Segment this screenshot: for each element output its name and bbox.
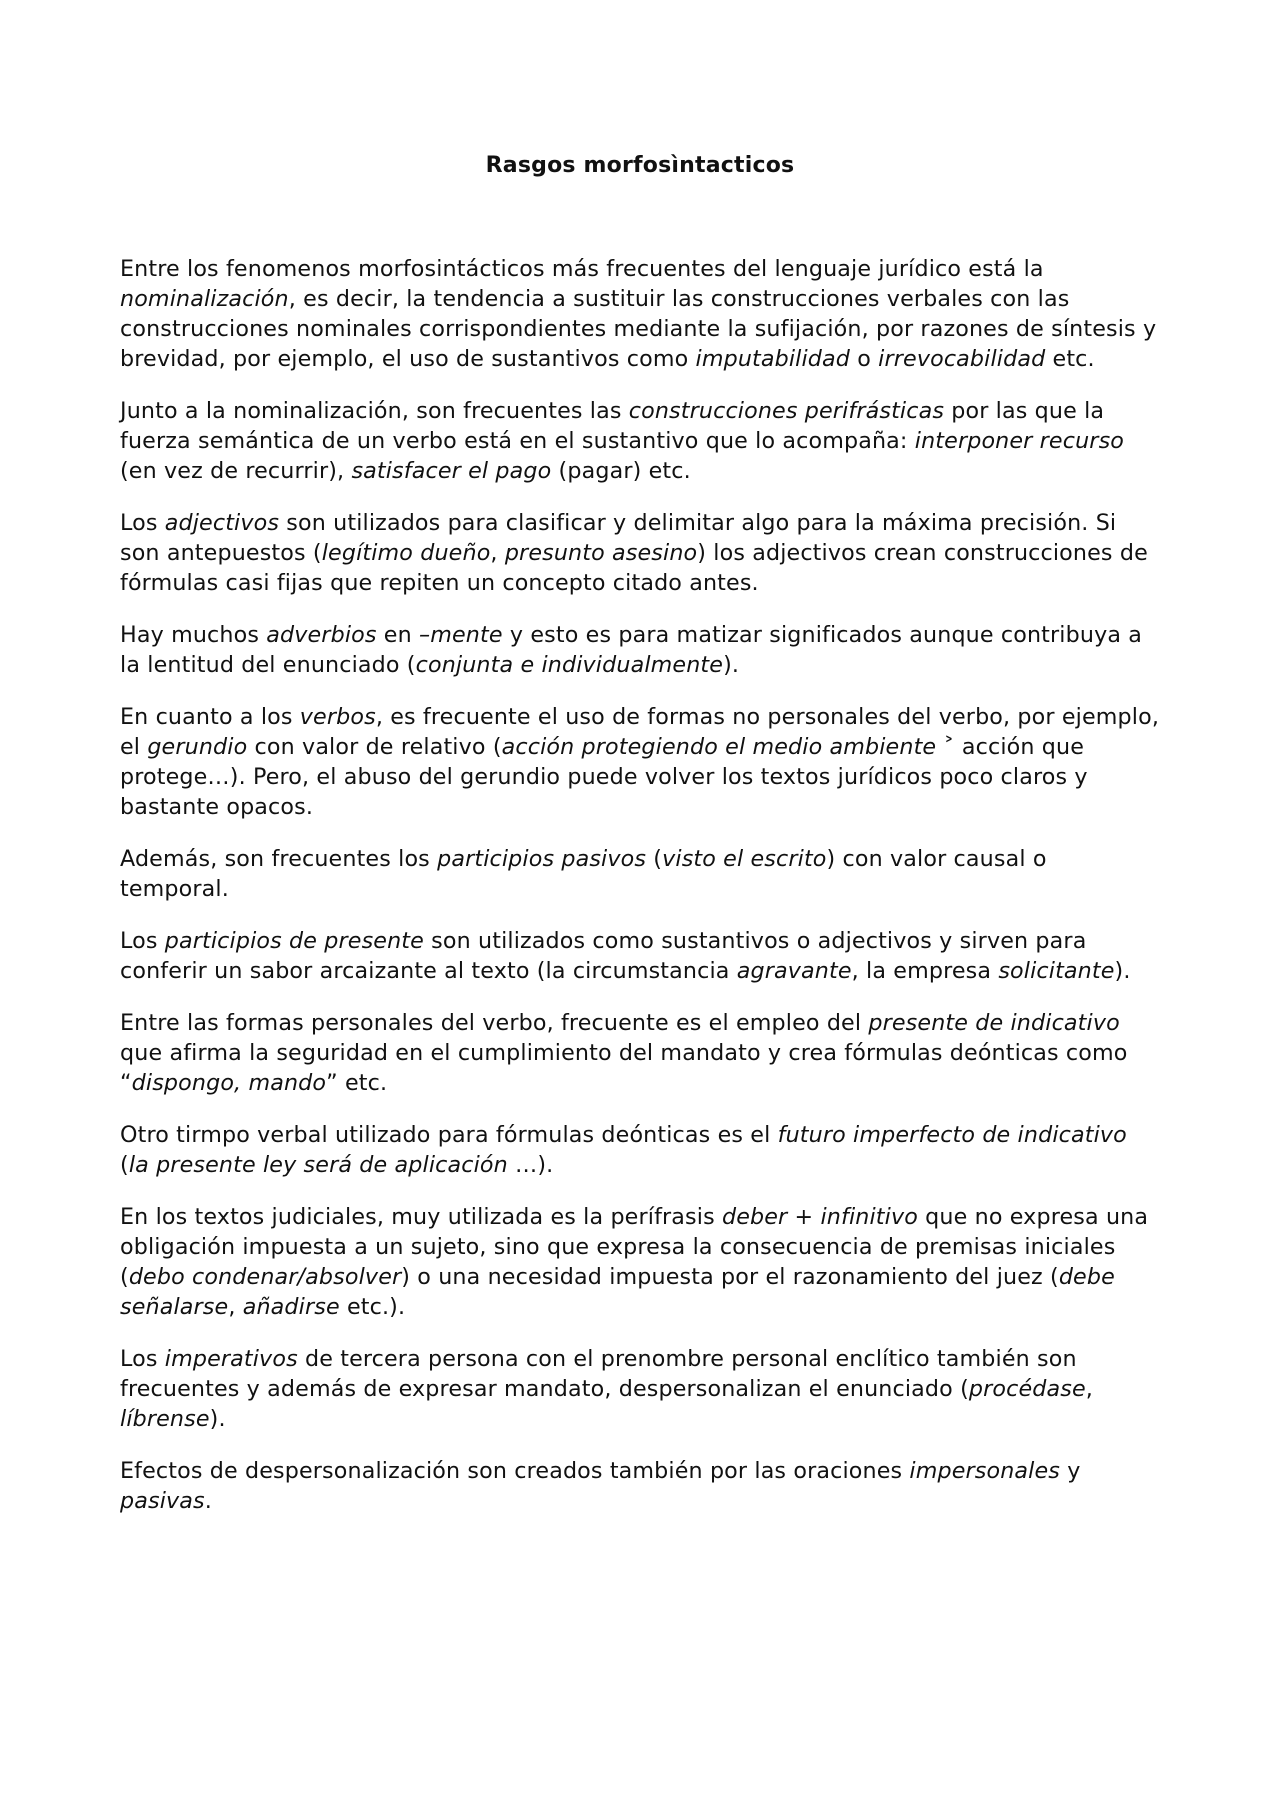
text-run: ˃ acción que protege…). Pero, el abuso del gerundio puede volver los textos jurídicos poco claros y bastante opacos.: [120, 734, 1088, 820]
paragraph: [120, 1202, 1160, 1322]
text-run: Los: [120, 928, 165, 954]
text-run: (: [120, 1152, 129, 1178]
italic-term: líbrense: [120, 1406, 210, 1432]
document-title: Rasgos morfosìntacticos: [485, 153, 795, 178]
text-run: de tercera persona con el prenombre personal enclítico también son frecuentes y además de expresar mandato, despersonalizan el enunciado (: [120, 1346, 1077, 1402]
text-run: que afirma la seguridad en el cumplimiento del mandato y crea fórmulas deónticas como “: [120, 1040, 1128, 1096]
text-run: ).: [209, 1406, 226, 1432]
text-run: En cuanto a los: [120, 704, 300, 730]
italic-term: debe señalarse: [120, 1264, 1115, 1320]
paragraph: [120, 396, 1160, 486]
text-run: ) o una necesidad impuesta por el razonamiento del juez (: [401, 1264, 1059, 1290]
text-run: …).: [507, 1152, 554, 1178]
text-run: o: [850, 346, 879, 372]
italic-term: añadirse: [242, 1294, 340, 1320]
text-run: Junto a la nominalización, son frecuentes las: [120, 398, 629, 424]
paragraph: [120, 1344, 1160, 1434]
text-run: .: [204, 1488, 212, 1514]
text-run: , la empresa: [851, 958, 999, 984]
text-run: (: [646, 846, 663, 872]
text-run: (pagar) etc.: [551, 458, 691, 484]
paragraph: [120, 1120, 1160, 1180]
italic-term: conjunta e individualmente: [415, 652, 724, 678]
text-run: ).: [723, 652, 740, 678]
italic-term: gerundio: [147, 734, 248, 760]
italic-term: presente de indicativo: [868, 1010, 1120, 1036]
paragraph: [120, 254, 1160, 374]
text-run: En los textos judiciales, muy utilizada es la perífrasis: [120, 1204, 722, 1230]
text-run: (en vez de recurrir),: [120, 458, 352, 484]
italic-term: irrevocabilidad: [878, 346, 1046, 372]
text-run: Entre los fenomenos morfosintácticos más frecuentes del lenguaje jurídico está la: [120, 256, 1044, 282]
italic-term: participios de presente: [164, 928, 424, 954]
text-run: etc.).: [339, 1294, 406, 1320]
paragraph: [120, 1456, 1160, 1516]
italic-term: acción protegiendo el medio ambiente: [501, 734, 937, 760]
italic-term: deber + infinitivo: [721, 1204, 918, 1230]
text-run: Los: [120, 1346, 165, 1372]
paragraph: [120, 926, 1160, 986]
text-run: Además, son frecuentes los: [120, 846, 438, 872]
document-page: [120, 150, 1160, 1538]
text-run: por las que la fuerza semántica de un verbo está en el sustantivo que lo acompaña:: [120, 398, 1105, 454]
paragraph: [120, 508, 1160, 598]
text-run: y esto es para matizar significados aunque contribuya a la lentitud del enunciado (: [120, 622, 1143, 678]
italic-term: –mente: [419, 622, 503, 648]
italic-term: verbos: [299, 704, 376, 730]
text-run: ) con valor causal o temporal.: [120, 846, 1047, 902]
text-run: son utilizados para clasificar y delimitar algo para la máxima precisión. Si son antepuestos (: [120, 510, 1117, 566]
paragraph: [120, 702, 1160, 822]
text-run: ,: [490, 540, 505, 566]
italic-term: presunto asesino: [504, 540, 698, 566]
italic-term: debo condenar/absolver: [128, 1264, 402, 1290]
italic-term: adverbios: [266, 622, 377, 648]
text-run: ) los adjectivos crean construcciones de fórmulas casi fijas que repiten un concepto citado antes.: [120, 540, 1148, 596]
text-run: , es decir, la tendencia a sustituir las construcciones verbales con las construcciones nominales corrispondientes mediante la sufijación, por razones de síntesis y brevidad, por ejemplo, el uso de sustantivos como: [120, 286, 1157, 372]
text-run: Efectos de despersonalización son creados también por las oraciones: [120, 1458, 910, 1484]
text-run: Entre las formas personales del verbo, frecuente es el empleo del: [120, 1010, 869, 1036]
text-run: que no expresa una obligación impuesta a un sujeto, sino que expresa la consecuencia de premisas iniciales (: [120, 1204, 1149, 1290]
italic-term: imperativos: [164, 1346, 298, 1372]
italic-term: satisfacer el pago: [351, 458, 552, 484]
italic-term: la presente ley será de aplicación: [128, 1152, 508, 1178]
text-run: Hay muchos: [120, 622, 267, 648]
text-run: , es frecuente el uso de formas no personales del verbo, por ejemplo, el: [120, 704, 1160, 760]
italic-term: legítimo dueño: [321, 540, 491, 566]
italic-term: futuro imperfecto de indicativo: [777, 1122, 1127, 1148]
italic-term: solicitante: [998, 958, 1115, 984]
text-run: Los: [120, 510, 165, 536]
italic-term: agravante: [736, 958, 852, 984]
italic-term: construcciones perifrásticas: [628, 398, 945, 424]
paragraph: [120, 620, 1160, 680]
text-run: ).: [1114, 958, 1131, 984]
italic-term: imputabilidad: [695, 346, 851, 372]
italic-term: dispongo, mando: [131, 1070, 327, 1096]
text-run: ” etc.: [326, 1070, 388, 1096]
text-run: y: [1060, 1458, 1081, 1484]
text-run: son utilizados como sustantivos o adjectivos y sirven para conferir un sabor arcaizante al texto (la circumstancia: [120, 928, 1087, 984]
text-run: ,: [228, 1294, 243, 1320]
text-run: con valor de relativo (: [247, 734, 502, 760]
text-run: ,: [1085, 1376, 1093, 1402]
italic-term: adjectivos: [164, 510, 280, 536]
italic-term: participios pasivos: [437, 846, 647, 872]
italic-term: procédase: [968, 1376, 1086, 1402]
italic-term: visto el escrito: [662, 846, 827, 872]
text-run: Otro tirmpo verbal utilizado para fórmulas deónticas es el: [120, 1122, 778, 1148]
document-body: [120, 254, 1160, 1516]
italic-term: nominalización: [120, 286, 289, 312]
text-run: etc.: [1045, 346, 1095, 372]
paragraph: [120, 844, 1160, 904]
italic-term: interponer recurso: [914, 428, 1124, 454]
italic-term: pasivas: [120, 1488, 205, 1514]
paragraph: [120, 1008, 1160, 1098]
italic-term: impersonales: [909, 1458, 1061, 1484]
text-run: en: [376, 622, 419, 648]
